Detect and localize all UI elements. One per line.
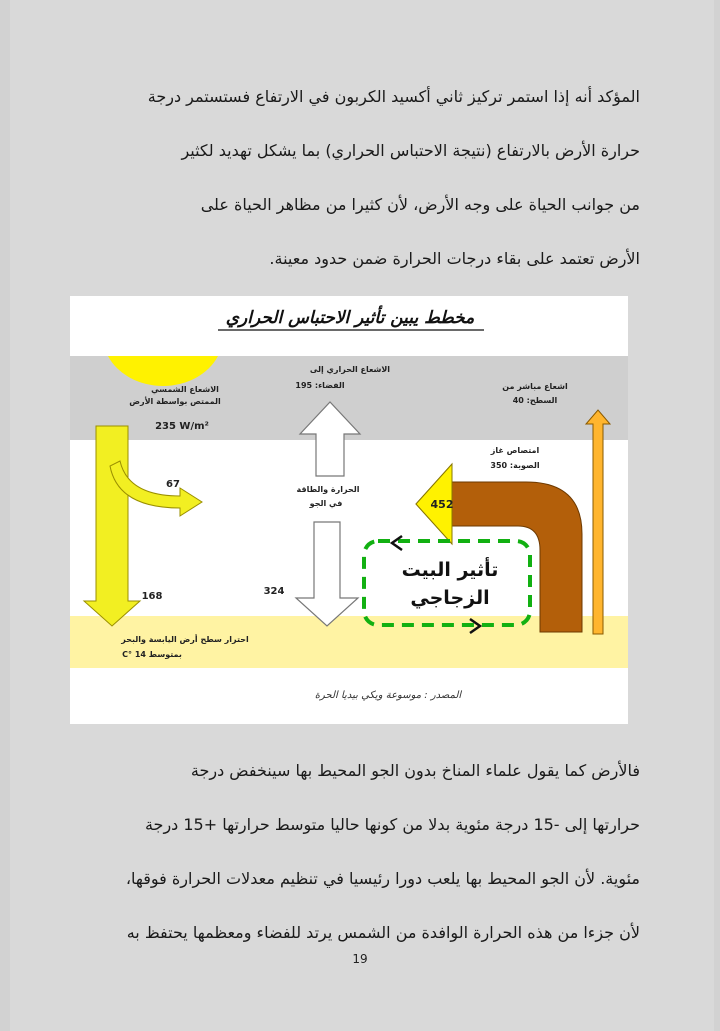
back-radiation-arrow: [296, 522, 358, 626]
paragraph-line: حرارتها إلى -15 درجة مئوية بدلا من كونها حاليا متوسط حرارتها +15 درجة: [144, 815, 640, 834]
diagram-source: المصدر : موسوعة ويكي بيديا الحرة: [314, 690, 462, 701]
gas-absorption-label: الصوبة: 350: [490, 461, 540, 470]
paragraph-line: الأرض تعتمد على بقاء درجات الحرارة ضمن حدود معينة.: [269, 249, 640, 268]
atmosphere-heat-label: الحرارة والطاقة: [296, 485, 360, 494]
paragraph-top: [80, 70, 640, 286]
space-radiation-label: الاشعاع الحراري إلى: [309, 365, 391, 374]
greenhouse-label: تأثير البيت: [401, 559, 499, 581]
greenhouse-loop: [364, 541, 530, 625]
space-radiation-label: الفضاء: 195: [295, 381, 345, 390]
reflected-value: 67: [166, 479, 180, 490]
paragraph-line: حرارة الأرض بالارتفاع (نتيجة الاحتباس الحراري) بما يشكل تهديد لكثير: [181, 141, 640, 160]
gas-absorption-label: امتصاص غاز: [490, 446, 540, 455]
greenhouse-diagram: [70, 296, 628, 724]
absorbed-solar-arrow: [84, 426, 140, 626]
diagram-title: مخطط يبين تأثير الاحتباس الحراري: [225, 308, 475, 328]
paragraph-line: مئوية. لأن الجو المحيط بها يلعب دورا رئيسيا في تنظيم معدلات الحرارة فوقها،: [125, 869, 640, 888]
surface-label: احترار سطح أرض اليابسة والبحر: [121, 635, 249, 644]
gas-absorption-value: 452: [430, 498, 454, 511]
surface-label: بمتوسط 14 °C: [122, 650, 182, 659]
paragraph-line: فالأرض كما يقول علماء المناخ بدون الجو المحيط بها سينخفض درجة: [190, 761, 640, 780]
paragraph-line: من جوانب الحياة على وجه الأرض، لأن كثيرا من مظاهر الحياة على: [200, 195, 640, 214]
back-radiation-value: 324: [263, 586, 285, 597]
paragraph-line: لأن جزءا من هذه الحرارة الوافدة من الشمس يرتد للفضاء ومعظمها يحتفظ به: [126, 923, 640, 942]
direct-surface-arrow: [586, 410, 610, 634]
greenhouse-label: الزجاجي: [410, 587, 490, 609]
absorbed-solar-label: الاشعاع الشمسي: [151, 385, 219, 394]
atmosphere-heat-label: في الجو: [309, 499, 343, 508]
absorbed-solar-value: 235 W/m²: [155, 421, 209, 432]
surface-value-left: 168: [141, 591, 163, 602]
paragraph-line: المؤكد أنه إذا استمر تركيز ثاني أكسيد الكربون في الارتفاع فستستمر درجة: [147, 87, 640, 106]
paragraph-bottom: [80, 744, 640, 960]
page-number: 19: [352, 952, 368, 966]
direct-surface-label: اشعاع مباشر من: [502, 382, 568, 391]
direct-surface-label: السطح: 40: [512, 396, 558, 405]
absorbed-solar-label: الممتص بواسطة الأرض: [129, 397, 221, 406]
